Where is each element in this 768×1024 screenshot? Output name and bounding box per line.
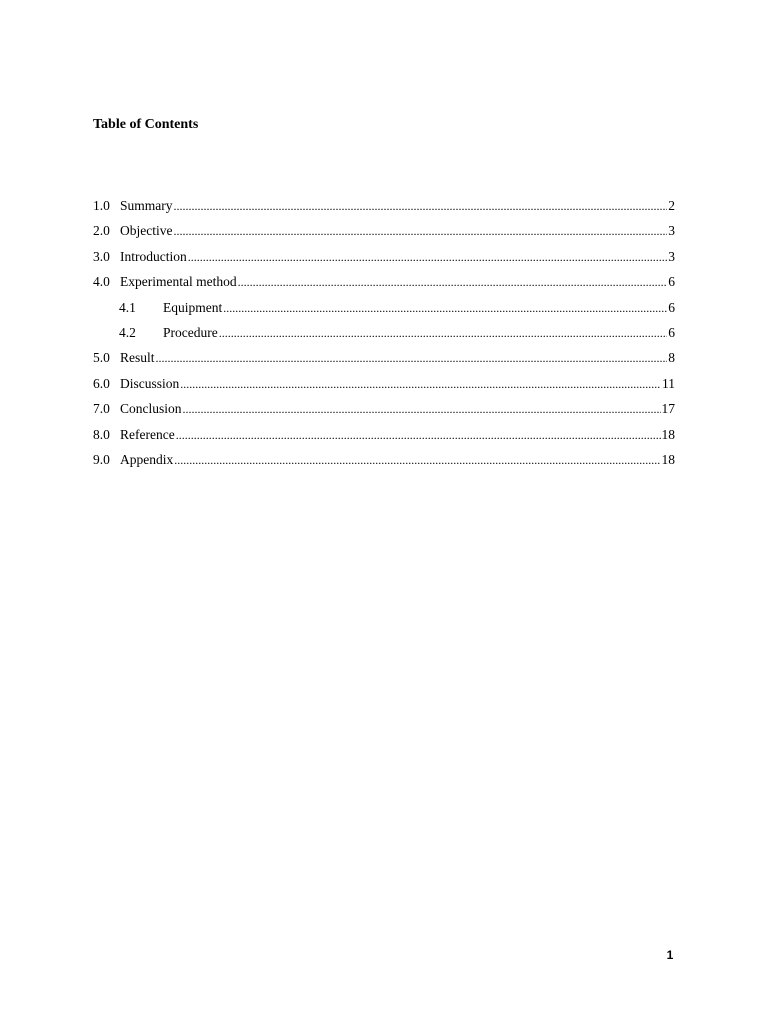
toc-entry-page: 6 [668,274,675,290]
toc-entry-page: 3 [668,248,675,264]
toc-entry-objective[interactable] [93,221,675,246]
dot-leader [180,374,661,394]
toc-entry-number: 4.2 [119,324,136,340]
toc-entry-number: 2.0 [93,223,110,239]
toc-entry-page: 18 [661,451,675,467]
dot-leader [188,247,668,267]
dot-leader [223,298,667,318]
toc-entry-label: Conclusion [120,401,182,417]
toc-entry-number: 3.0 [93,248,110,264]
toc-entry-page: 3 [668,223,675,239]
dot-leader [156,348,668,368]
toc-entry-number: 7.0 [93,401,110,417]
toc-entry-equipment[interactable] [93,298,675,323]
dot-leader [174,196,668,216]
dot-leader [174,450,660,470]
toc-entry-number: 6.0 [93,375,110,391]
toc-entry-label: Appendix [120,451,174,467]
toc-entry-discussion[interactable] [93,374,675,399]
toc-entry-page: 17 [661,401,675,417]
toc-entry-page: 18 [661,426,675,442]
toc-entry-appendix[interactable] [93,450,675,475]
toc-entry-number: 9.0 [93,451,110,467]
toc-entry-number: 5.0 [93,350,110,366]
toc-title: Table of Contents [93,117,199,132]
dot-leader [173,221,667,241]
toc-entry-page: 8 [668,350,675,366]
toc-entry-label: Introduction [120,248,187,264]
toc-entry-number: 4.0 [93,274,110,290]
dot-leader [176,425,661,445]
toc-entry-number: 4.1 [119,299,136,315]
toc-entry-procedure[interactable] [93,323,675,348]
page-number: 1 [666,948,674,962]
toc-entry-experimental-method[interactable] [93,272,675,297]
toc-entry-label: Summary [120,198,173,213]
toc-entry-reference[interactable] [93,425,675,450]
toc-entry-label: Objective [120,223,173,239]
dot-leader [183,399,661,419]
dot-leader [238,272,668,292]
toc-entry-label: Procedure [163,324,218,340]
toc-entry-page: 6 [668,299,675,315]
toc-entry-summary[interactable] [93,196,675,221]
toc-entry-introduction[interactable] [93,247,675,272]
toc-entry-result[interactable] [93,348,675,373]
toc-entry-page: 11 [662,375,675,391]
toc-entry-number: 8.0 [93,426,110,442]
toc-entry-page: 2 [668,198,675,213]
toc-entry-page: 6 [668,324,675,340]
toc-entry-label: Equipment [163,299,223,315]
toc-entry-number: 1.0 [93,198,110,213]
toc-entry-label: Experimental method [120,274,237,290]
toc-entry-conclusion[interactable] [93,399,675,424]
toc-list [93,196,675,475]
dot-leader [219,323,668,343]
toc-entry-label: Reference [120,426,175,442]
toc-entry-label: Discussion [120,375,180,391]
toc-entry-label: Result [120,350,155,366]
